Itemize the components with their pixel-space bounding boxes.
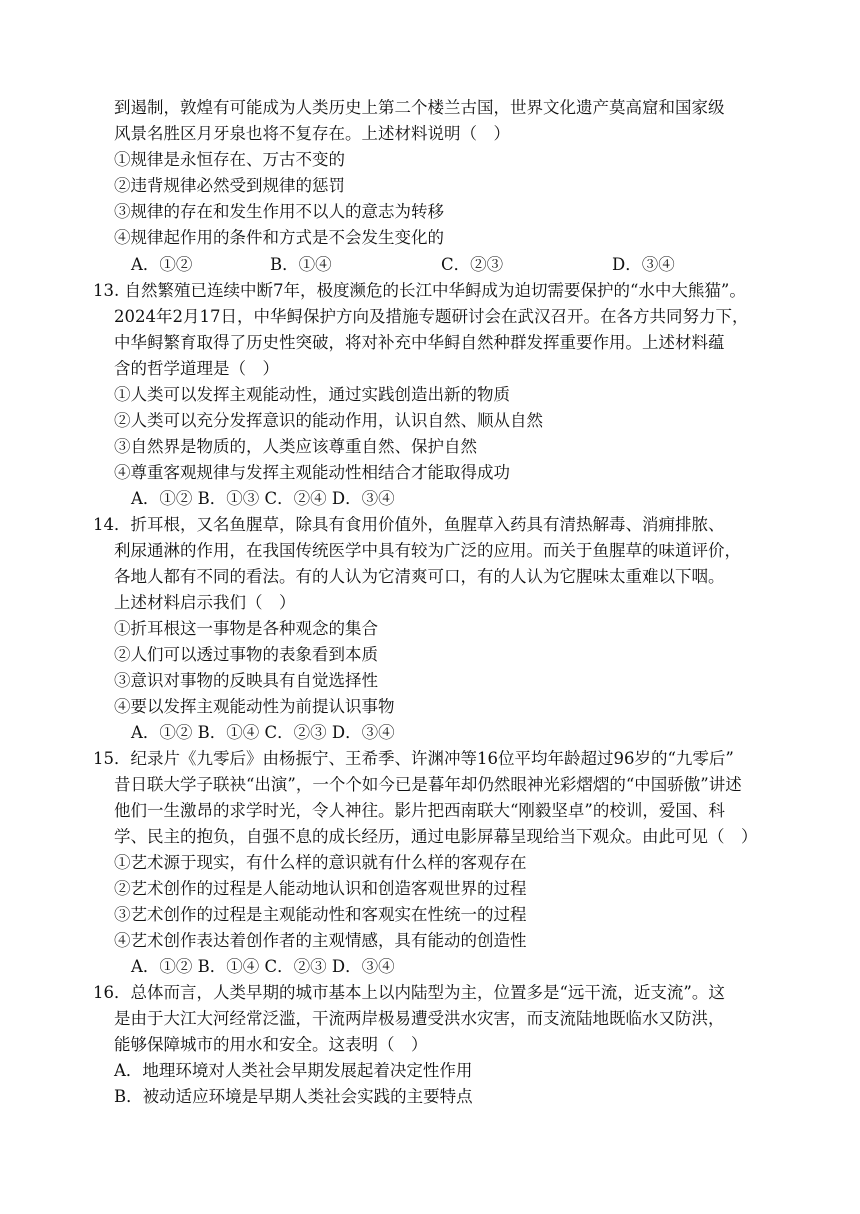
q13-choice-2: ②人类可以充分发挥意识的能动作用，认识自然、顺从自然 bbox=[114, 411, 543, 430]
q14-choice-4: ④要以发挥主观能动性为前提认识事物 bbox=[114, 697, 395, 716]
q14-stem-line: 各地人都有不同的看法。有的人认为它清爽可口，有的人认为它腥味太重难以下咽。 bbox=[114, 567, 725, 586]
q14-choice-2: ②人们可以透过事物的表象看到本质 bbox=[114, 645, 378, 664]
q15-choice-3: ③艺术创作的过程是主观能动性和客观实在性统一的过程 bbox=[114, 905, 527, 924]
q13-choice-4: ④尊重客观规律与发挥主观能动性相结合才能取得成功 bbox=[114, 463, 510, 482]
q14-stem-line: 上述材料启示我们（ ） bbox=[114, 593, 296, 612]
q15-stem-line: 昔日联大学子联袂“出演”，一个个如今已是暮年却仍然眼神光彩熠熠的“中国骄傲”讲述 bbox=[114, 775, 742, 794]
q12-choice-3: ③规律的存在和发生作用不以人的意志为转移 bbox=[114, 202, 444, 221]
q13-choice-1: ①人类可以发挥主观能动性，通过实践创造出新的物质 bbox=[114, 385, 510, 404]
q15-choice-1: ①艺术源于现实，有什么样的意识就有什么样的客观存在 bbox=[114, 853, 527, 872]
q12-option-b: B．①④ bbox=[270, 255, 332, 274]
q13-stem-line: 中华鲟繁育取得了历史性突破，将对补充中华鲟自然种群发挥重要作用。上述材料蕴 bbox=[114, 333, 725, 352]
q13-choice-3: ③自然界是物质的，人类应该尊重自然、保护自然 bbox=[114, 437, 477, 456]
q13-stem-line: 含的哲学道理是（ ） bbox=[114, 359, 279, 378]
q15-stem-line: 15．纪录片《九零后》由杨振宁、王希季、许渊冲等16位平均年龄超过96岁的“九零后” bbox=[93, 749, 734, 768]
q16-option-a: A．地理环境对人类社会早期发展起着决定性作用 bbox=[114, 1061, 473, 1080]
q12-options bbox=[131, 252, 691, 278]
q12-text-line: 到遏制，敦煌有可能成为人类历史上第二个楼兰古国，世界文化遗产莫高窟和国家级 bbox=[114, 98, 725, 117]
q16-stem-line: 能够保障城市的用水和安全。这表明（ ） bbox=[114, 1035, 428, 1054]
q15-stem-line: 他们一生激昂的求学时光，令人神往。影片把西南联大“刚毅坚卓”的校训，爱国、科 bbox=[114, 801, 725, 820]
q15-options: A．①② B．①④ C．②③ D．③④ bbox=[131, 957, 395, 976]
q14-choice-3: ③意识对事物的反映具有自觉选择性 bbox=[114, 671, 378, 690]
q12-choice-4: ④规律起作用的条件和方式是不会发生变化的 bbox=[114, 228, 444, 247]
q16-stem-line: 是由于大江大河经常泛滥，干流两岸极易遭受洪水灾害，而支流陆地既临水又防洪， bbox=[114, 1009, 725, 1028]
q12-option-a: A．①② bbox=[131, 255, 193, 274]
q12-option-c: C．②③ bbox=[441, 255, 504, 274]
q14-stem-line: 14．折耳根，又名鱼腥草，除具有食用价值外，鱼腥草入药具有清热解毒、消痈排脓、 bbox=[93, 515, 725, 534]
q14-choice-1: ①折耳根这一事物是各种观念的集合 bbox=[114, 619, 378, 638]
q12-choice-2: ②违背规律必然受到规律的惩罚 bbox=[114, 176, 345, 195]
q15-choice-2: ②艺术创作的过程是人能动地认识和创造客观世界的过程 bbox=[114, 879, 527, 898]
q13-options: A．①② B．①③ C．②④ D．③④ bbox=[131, 489, 395, 508]
q12-option-d: D．③④ bbox=[612, 255, 675, 274]
q12-text-line: 风景名胜区月牙泉也将不复存在。上述材料说明（ ） bbox=[114, 124, 510, 143]
q16-option-b: B．被动适应环境是早期人类社会实践的主要特点 bbox=[114, 1087, 473, 1106]
q13-stem-line: 13. 自然繁殖已连续中断7年，极度濒危的长江中华鲟成为迫切需要保护的“水中大熊猫”。 bbox=[93, 281, 746, 300]
q14-options: A．①② B．①④ C．②③ D．③④ bbox=[131, 723, 395, 742]
q16-stem-line: 16．总体而言，人类早期的城市基本上以内陆型为主，位置多是“远干流，近支流”。这 bbox=[93, 983, 725, 1002]
q14-stem-line: 利尿通淋的作用，在我国传统医学中具有较为广泛的应用。而关于鱼腥草的味道评价， bbox=[114, 541, 741, 560]
q12-choice-1: ①规律是永恒存在、万古不变的 bbox=[114, 150, 345, 169]
q15-choice-4: ④艺术创作表达着创作者的主观情感，具有能动的创造性 bbox=[114, 931, 527, 950]
q15-stem-line: 学、民主的抱负，自强不息的成长经历，通过电影屏幕呈现给当下观众。由此可见（ ） bbox=[114, 827, 758, 846]
q13-stem-line: 2024年2月17日，中华鲟保护方向及措施专题研讨会在武汉召开。在各方共同努力下， bbox=[114, 307, 749, 326]
